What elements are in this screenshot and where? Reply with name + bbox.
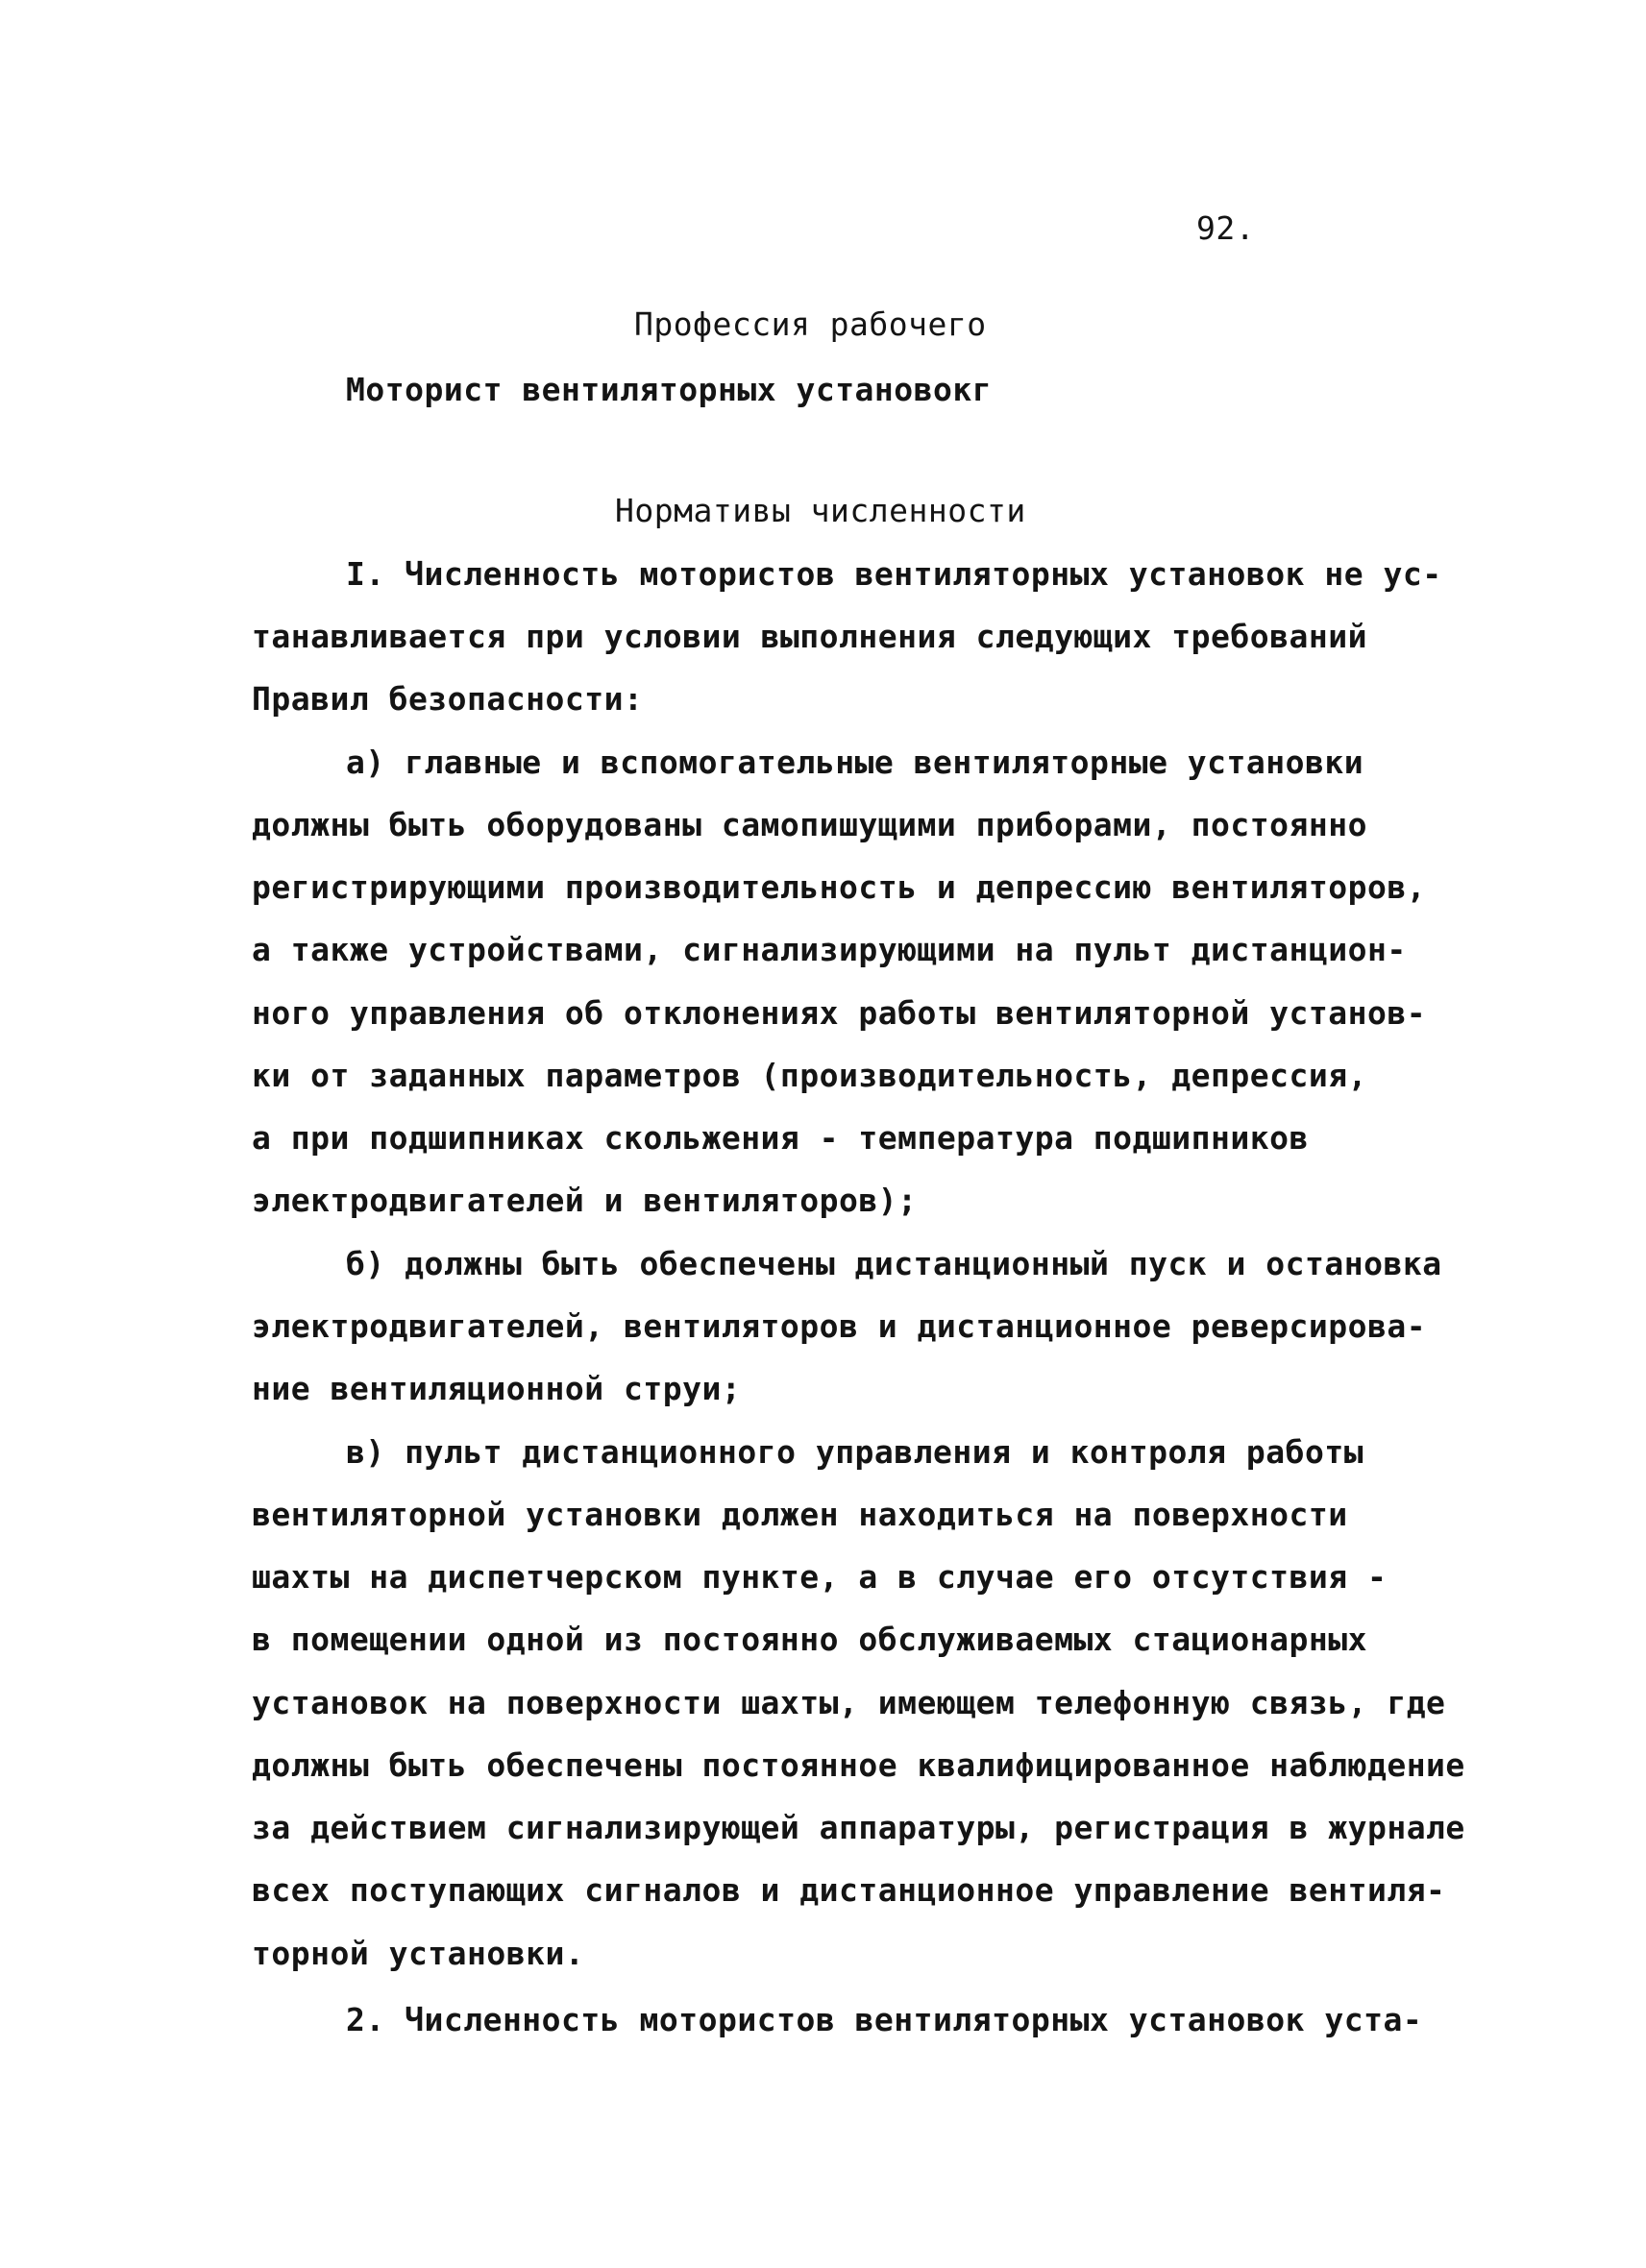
- text-line: 2. Численность мотористов вентиляторных установок уста-: [346, 2001, 1423, 2038]
- text-line: танавливается при условии выполнения следующих требований: [252, 618, 1367, 655]
- text-line: шахты на диспетчерском пункте, а в случае его отсутствия -: [252, 1558, 1388, 1596]
- text-line: всех поступающих сигналов и дистанционное управление вентиля-: [252, 1871, 1446, 1909]
- text-line: б) должны быть обеспечены дистанционный пуск и остановка: [346, 1245, 1442, 1282]
- text-line: ки от заданных параметров (производительность, депрессия,: [252, 1057, 1367, 1094]
- text-line: а при подшипниках скольжения - температура подшипников: [252, 1119, 1309, 1157]
- text-line: в помещении одной из постоянно обслуживаемых стационарных: [252, 1621, 1367, 1658]
- text-line: должны быть обеспечены постоянное квалифицированное наблюдение: [252, 1746, 1465, 1784]
- text-line: а) главные и вспомогательные вентиляторные установки: [346, 744, 1364, 781]
- profession-name: Моторист вентиляторных установокг: [346, 371, 993, 408]
- text-line: а также устройствами, сигнализирующими на пульт дистанцион-: [252, 931, 1407, 968]
- text-line: электродвигателей и вентиляторов);: [252, 1182, 918, 1219]
- section-heading: Нормативы численности: [615, 492, 1026, 529]
- text-line: торной установки.: [252, 1935, 585, 1972]
- text-line: ние вентиляционной струи;: [252, 1370, 742, 1407]
- text-line: установок на поверхности шахты, имеющем телефонную связь, где: [252, 1684, 1446, 1721]
- text-line: в) пульт дистанционного управления и контроля работы: [346, 1433, 1364, 1471]
- text-line: регистрирующими производительность и депрессию вентиляторов,: [252, 868, 1427, 906]
- text-line: должны быть оборудованы самопишущими приборами, постоянно: [252, 806, 1367, 843]
- profession-title: Профессия рабочего: [634, 305, 987, 343]
- text-line: за действием сигнализирующей аппаратуры, регистрация в журнале: [252, 1809, 1465, 1846]
- text-line: ного управления об отклонениях работы вентиляторной установ-: [252, 994, 1427, 1032]
- text-line: Правил безопасности:: [252, 680, 644, 718]
- text-line: электродвигателей, вентиляторов и дистанционное реверсирова-: [252, 1307, 1427, 1345]
- text-line: I. Численность мотористов вентиляторных установок не ус-: [346, 555, 1442, 593]
- page-number: 92.: [1196, 209, 1256, 247]
- text-line: вентиляторной установки должен находиться на поверхности: [252, 1496, 1348, 1533]
